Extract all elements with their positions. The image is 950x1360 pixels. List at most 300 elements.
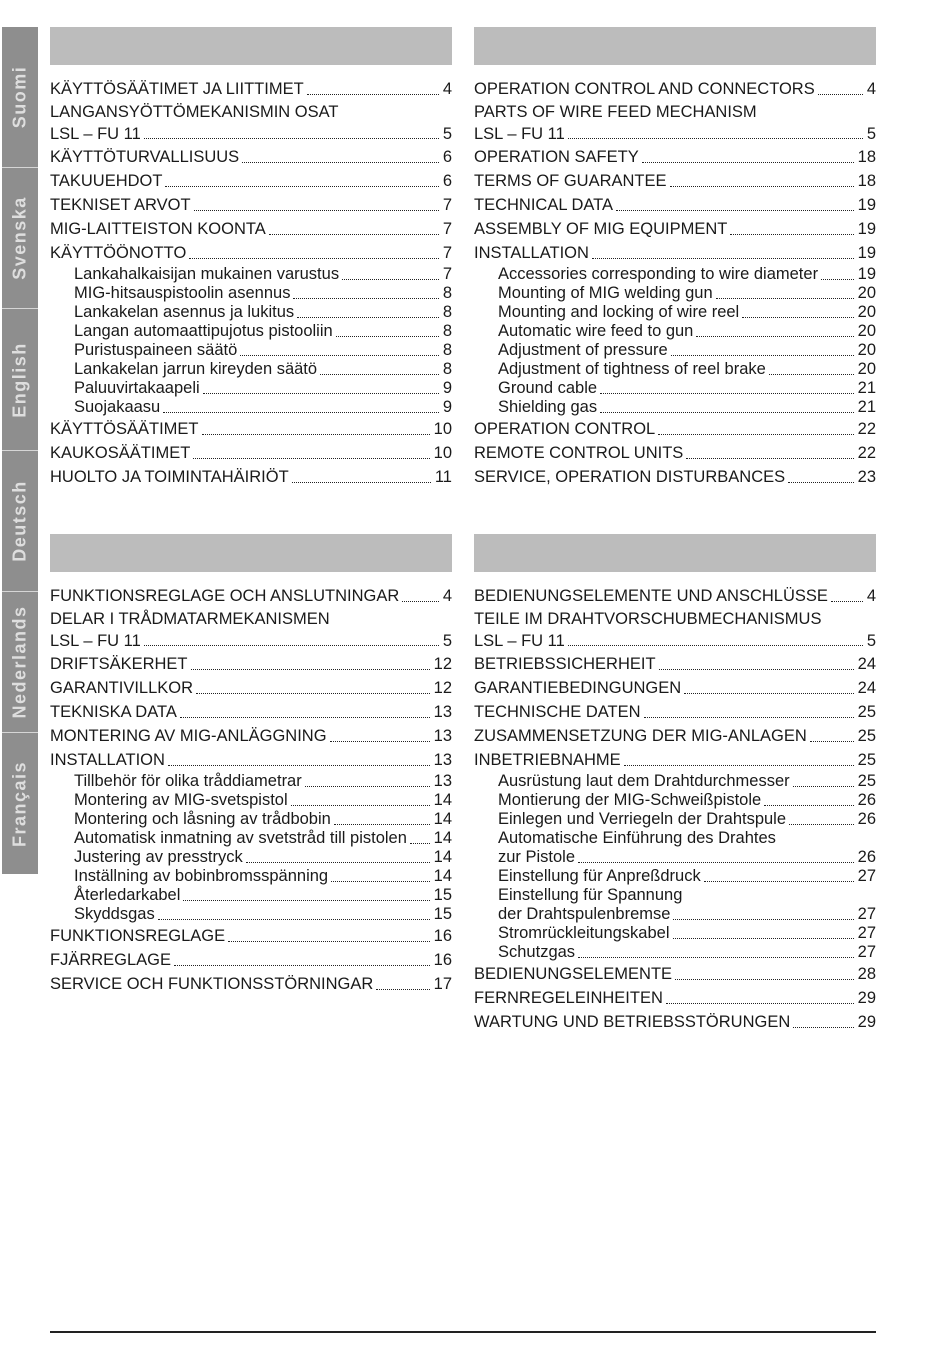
toc-subentry[interactable] [50,284,452,303]
language-tab-label: English [9,341,30,418]
toc-page-number: 8 [442,341,452,359]
leader-dots [203,393,439,394]
toc-entry[interactable] [50,924,452,948]
toc-entry-title-continued: LSL – FU 11 [474,125,565,143]
toc-entry[interactable] [474,700,876,724]
language-tab-label: Deutsch [9,480,30,562]
toc-entry-title: Einstellung für Anpreßdruck [498,867,701,885]
toc-subentry[interactable] [474,943,876,962]
toc-entry[interactable] [50,972,452,996]
leader-dots [578,957,854,958]
toc-list [50,77,452,489]
toc-entry-title: HUOLTO JA TOIMINTAHÄIRIÖT [50,468,289,486]
toc-entry[interactable] [474,652,876,676]
panel-header [50,534,452,572]
toc-entry[interactable] [474,676,876,700]
toc-panel-german [474,534,876,1034]
toc-page-number: 13 [433,703,452,721]
toc-entry-title: Lankakelan jarrun kireyden säätö [74,360,318,378]
toc-page-number: 11 [434,468,452,486]
language-tab-svenska[interactable] [2,168,38,309]
toc-entry[interactable] [50,169,452,193]
leader-dots [320,374,439,375]
leader-dots [568,645,863,646]
toc-entry-title: GARANTIEBEDINGUNGEN [474,679,682,697]
toc-page-number: 15 [433,905,452,923]
leader-dots [292,482,431,483]
toc-entry[interactable] [50,948,452,972]
toc-page-number: 28 [857,965,876,983]
toc-entry-title: Mounting of MIG welding gun [498,284,713,302]
toc-entry-title: Tillbehör för olika tråddiametrar [74,772,302,790]
leader-dots [242,162,439,163]
toc-page-number: 16 [433,951,452,969]
toc-page-number: 9 [442,379,452,397]
toc-page-number: 7 [442,265,452,283]
leader-dots [821,279,854,280]
toc-entry-title: OPERATION CONTROL AND CONNECTORS [474,80,815,98]
toc-entry-title: Einlegen und Verriegeln der Drahtspule [498,810,787,828]
toc-page-number: 8 [442,303,452,321]
toc-page-number: 4 [866,587,876,605]
toc-subentry[interactable] [50,398,452,417]
leader-dots [666,1003,854,1004]
toc-page-number: 21 [857,398,876,416]
leader-dots [183,900,429,901]
toc-entry[interactable] [50,748,452,772]
leader-dots [696,336,853,337]
toc-entry[interactable] [50,417,452,441]
leader-dots [686,458,853,459]
leader-dots [658,434,853,435]
leader-dots [336,336,439,337]
leader-dots [163,412,439,413]
toc-entry-title: GARANTIVILLKOR [50,679,194,697]
toc-entry-title: KÄYTTÖSÄÄTIMET JA LIITTIMET [50,80,304,98]
toc-entry[interactable] [474,962,876,986]
leader-dots [376,989,429,990]
toc-subentry[interactable] [474,360,876,379]
toc-entry[interactable] [474,584,876,608]
toc-entry-title: REMOTE CONTROL UNITS [474,444,684,462]
leader-dots [810,741,854,742]
toc-entry[interactable] [50,77,452,101]
leader-dots [671,355,854,356]
leader-dots [193,458,429,459]
toc-entry[interactable] [474,193,876,217]
leader-dots [202,434,430,435]
toc-subentry[interactable] [50,360,452,379]
toc-entry-title: INSTALLATION [50,751,165,769]
language-tab-label: Suomi [9,65,30,129]
leader-dots [402,601,439,602]
toc-entry-title: INBETRIEBNAHME [474,751,621,769]
language-tab-deutsch[interactable] [2,451,38,592]
toc-entry-title: FERNREGELEINHEITEN [474,989,663,1007]
language-tab-label: Français [9,760,30,847]
toc-page-number: 14 [433,848,452,866]
toc-page-number: 13 [433,727,452,745]
toc-entry-title: OPERATION SAFETY [474,148,639,166]
toc-entry-title: FJÄRREGLAGE [50,951,172,969]
toc-entry-title: TEKNISET ARVOT [50,196,191,214]
leader-dots [305,786,430,787]
toc-entry-title: Einstellung für Spannung [498,886,683,904]
toc-entry[interactable] [474,748,876,772]
language-tab-label: Nederlands [9,605,30,719]
language-tab-label: Svenska [9,196,30,280]
leader-dots [675,979,854,980]
toc-page-number: 4 [866,80,876,98]
toc-page-number: 26 [857,810,876,828]
toc-entry-title-continued: LSL – FU 11 [50,125,141,143]
toc-subentry[interactable] [50,905,452,924]
toc-subentry[interactable] [474,867,876,886]
panel-header [474,27,876,65]
toc-subentry[interactable] [50,341,452,360]
toc-page-number: 14 [433,829,452,847]
leader-dots [831,601,863,602]
toc-page-number: 22 [857,444,876,462]
leader-dots [180,717,430,718]
leader-dots [291,805,430,806]
leader-dots [228,941,430,942]
toc-entry-title: BETRIEBSSICHERHEIT [474,655,656,673]
toc-page-number: 27 [857,905,876,923]
toc-page-number: 23 [857,468,876,486]
toc-entry[interactable] [474,101,876,145]
toc-entry[interactable] [474,77,876,101]
toc-entry-title: Automatic wire feed to gun [498,322,694,340]
toc-entry-title: Skyddsgas [74,905,155,923]
leader-dots [742,317,853,318]
toc-entry[interactable] [50,441,452,465]
toc-entry[interactable] [50,465,452,489]
leader-dots [246,862,430,863]
toc-subentry[interactable] [50,303,452,322]
toc-page-number: 19 [857,244,876,262]
toc-subentry[interactable] [474,772,876,791]
toc-subentry[interactable] [474,379,876,398]
toc-page-number: 16 [433,927,452,945]
leader-dots [330,741,430,742]
toc-entry-title: Langan automaattipujotus pistooliin [74,322,333,340]
leader-dots [600,393,854,394]
leader-dots [716,298,854,299]
toc-entry-title: SERVICE, OPERATION DISTURBANCES [474,468,786,486]
leader-dots [334,824,430,825]
toc-subentry[interactable] [50,322,452,341]
toc-entry-title: Automatische Einführung des Drahtes [498,829,776,847]
toc-subentry[interactable] [474,829,876,867]
toc-subentry[interactable] [474,886,876,924]
toc-page-number: 14 [433,791,452,809]
toc-entry-title: Adjustment of tightness of reel brake [498,360,766,378]
toc-page-number: 20 [857,322,876,340]
toc-page-number: 8 [442,284,452,302]
toc-entry-title: SERVICE OCH FUNKTIONSSTÖRNINGAR [50,975,374,993]
toc-entry-title: Mounting and locking of wire reel [498,303,740,321]
toc-page-number: 14 [433,810,452,828]
toc-entry[interactable] [474,241,876,265]
toc-entry-title: Suojakaasu [74,398,161,416]
toc-page-number: 13 [433,751,452,769]
toc-subentry[interactable] [474,791,876,810]
toc-page-number: 20 [857,284,876,302]
toc-subentry[interactable] [50,867,452,886]
toc-subentry[interactable] [474,322,876,341]
leader-dots [673,938,854,939]
toc-subentry[interactable] [50,810,452,829]
leader-dots [789,824,854,825]
toc-entry-title: ZUSAMMENSETZUNG DER MIG-ANLAGEN [474,727,807,745]
toc-page-number: 5 [866,632,876,650]
toc-page-number: 7 [442,220,452,238]
toc-subentry[interactable] [50,379,452,398]
language-tab-francais[interactable] [2,733,38,874]
toc-entry-title-continued: der Drahtspulenbremse [498,905,671,923]
toc-page-number: 7 [442,244,452,262]
toc-page-number: 25 [857,727,876,745]
toc-page-number: 29 [857,989,876,1007]
toc-page-number: 4 [442,80,452,98]
toc-panel-swedish [50,534,452,996]
leader-dots [158,919,430,920]
toc-page-number: 20 [857,341,876,359]
toc-entry-title: Automatisk inmatning av svetstråd till pistolen [74,829,407,847]
toc-entry-title: WARTUNG UND BETRIEBSSTÖRUNGEN [474,1013,791,1031]
toc-panel-finnish [50,27,452,489]
leader-dots [144,138,439,139]
toc-entry-title: Puristuspaineen säätö [74,341,238,359]
toc-entry-title: TECHNISCHE DATEN [474,703,641,721]
leader-dots [293,298,438,299]
toc-entry[interactable] [474,441,876,465]
toc-entry[interactable] [50,101,452,145]
leader-dots [818,94,863,95]
language-tab-english[interactable] [2,309,38,451]
toc-entry-title: Lankakelan asennus ja lukitus [74,303,295,321]
toc-entry[interactable] [50,217,452,241]
toc-subentry[interactable] [50,791,452,810]
leader-dots [592,258,854,259]
leader-dots [342,279,439,280]
toc-page-number: 8 [442,322,452,340]
toc-entry[interactable] [474,724,876,748]
leader-dots [730,234,853,235]
toc-entry[interactable] [50,145,452,169]
toc-page-number: 27 [857,943,876,961]
toc-page-number: 5 [442,632,452,650]
leader-dots [191,669,430,670]
toc-entry-title-continued: zur Pistole [498,848,576,866]
toc-entry-title: Paluuvirtakaapeli [74,379,200,397]
toc-entry-title: Lankahalkaisijan mukainen varustus [74,265,340,283]
toc-page-number: 7 [442,196,452,214]
toc-page-number: 27 [857,924,876,942]
toc-page-number: 22 [857,420,876,438]
toc-entry-title: MONTERING AV MIG-ANLÄGGNING [50,727,327,745]
toc-entry[interactable] [474,145,876,169]
toc-page-number: 19 [857,196,876,214]
toc-entry[interactable] [474,465,876,489]
panel-header [474,534,876,572]
toc-entry-title: Ground cable [498,379,598,397]
toc-entry-title: Stromrückleitungskabel [498,924,670,942]
toc-entry-title: Justering av presstryck [74,848,243,866]
panel-header [50,27,452,65]
toc-page-number: 19 [857,220,876,238]
toc-entry[interactable] [474,986,876,1010]
leader-dots [670,186,854,187]
leader-dots [684,693,853,694]
toc-entry-title: Montierung der MIG-Schweißpistole [498,791,762,809]
toc-entry[interactable] [474,417,876,441]
toc-page-number: 25 [857,751,876,769]
leader-dots [578,862,854,863]
toc-entry-title: TAKUUEHDOT [50,172,163,190]
toc-list [50,584,452,996]
toc-page-number: 18 [857,172,876,190]
toc-subentry[interactable] [474,924,876,943]
toc-entry-title: FUNKTIONSREGLAGE OCH ANSLUTNINGAR [50,587,400,605]
toc-entry-title: Ausrüstung laut dem Drahtdurchmesser [498,772,790,790]
footer-rule [50,1331,876,1333]
leader-dots [196,693,430,694]
toc-page-number: 26 [857,791,876,809]
toc-subentry[interactable] [50,829,452,848]
toc-entry[interactable] [50,676,452,700]
toc-entry-title: TEILE IM DRAHTVORSCHUBMECHANISMUS [474,610,822,628]
toc-entry-title: Shielding gas [498,398,598,416]
toc-page-number: 12 [433,655,452,673]
toc-entry[interactable] [50,584,452,608]
toc-entry[interactable] [474,608,876,652]
toc-entry-title: FUNKTIONSREGLAGE [50,927,226,945]
toc-page-number: 5 [866,125,876,143]
toc-entry-title: TERMS OF GUARANTEE [474,172,667,190]
toc-page-number: 6 [442,172,452,190]
toc-page-number: 24 [857,679,876,697]
toc-subentry[interactable] [474,341,876,360]
language-tab-nederlands[interactable] [2,592,38,733]
leader-dots [600,412,854,413]
leader-dots [616,210,854,211]
toc-entry-title: Montering och låsning av trådbobin [74,810,331,828]
language-tab-suomi[interactable] [2,27,38,168]
toc-page-number: 13 [433,772,452,790]
toc-page-number: 20 [857,360,876,378]
leader-dots [168,765,430,766]
toc-entry-title: DRIFTSÄKERHET [50,655,188,673]
leader-dots [307,94,439,95]
toc-entry-title: TEKNISKA DATA [50,703,177,721]
toc-entry[interactable] [50,700,452,724]
leader-dots [793,786,854,787]
toc-subentry[interactable] [474,398,876,417]
language-tab-strip [2,27,38,874]
toc-entry-title: Accessories corresponding to wire diameter [498,265,819,283]
toc-entry-title: Inställning av bobinbromsspänning [74,867,329,885]
leader-dots [194,210,439,211]
toc-entry-title: MIG-hitsauspistoolin asennus [74,284,291,302]
toc-entry-title-continued: LSL – FU 11 [474,632,565,650]
toc-entry-title: MIG-LAITTEISTON KOONTA [50,220,266,238]
toc-page-number: 29 [857,1013,876,1031]
leader-dots [642,162,854,163]
leader-dots [297,317,439,318]
leader-dots [174,965,430,966]
toc-entry[interactable] [474,169,876,193]
toc-entry[interactable] [50,241,452,265]
leader-dots [793,1027,853,1028]
toc-subentry[interactable] [474,303,876,322]
toc-subentry[interactable] [50,772,452,791]
toc-entry-title: LANGANSYÖTTÖMEKANISMIN OSAT [50,103,339,121]
toc-page-number: 19 [857,265,876,283]
toc-entry-title: OPERATION CONTROL [474,420,656,438]
toc-entry[interactable] [50,724,452,748]
leader-dots [769,374,854,375]
toc-subentry[interactable] [50,265,452,284]
toc-entry-title-continued: LSL – FU 11 [50,632,141,650]
toc-entry[interactable] [50,608,452,652]
leader-dots [764,805,853,806]
toc-page-number: 10 [433,444,452,462]
toc-subentry[interactable] [474,810,876,829]
leader-dots [673,919,853,920]
toc-page-number: 21 [857,379,876,397]
toc-entry-title: Adjustment of pressure [498,341,668,359]
toc-subentry[interactable] [50,886,452,905]
leader-dots [410,843,430,844]
toc-entry[interactable] [474,1010,876,1034]
toc-entry-title: KÄYTTÖÖNOTTO [50,244,187,262]
toc-entry-title: DELAR I TRÅDMATARMEKANISMEN [50,610,330,628]
toc-entry-title: BEDIENUNGSELEMENTE [474,965,673,983]
toc-page-number: 27 [857,867,876,885]
toc-page-number: 20 [857,303,876,321]
toc-subentry[interactable] [50,848,452,867]
toc-page-number: 4 [442,587,452,605]
toc-entry-title: KAUKOSÄÄTIMET [50,444,191,462]
toc-page-number: 8 [442,360,452,378]
toc-entry[interactable] [50,652,452,676]
leader-dots [659,669,854,670]
leader-dots [144,645,439,646]
toc-subentry[interactable] [474,265,876,284]
toc-page-number: 17 [433,975,452,993]
toc-entry-title: KÄYTTÖSÄÄTIMET [50,420,199,438]
toc-entry[interactable] [474,217,876,241]
toc-entry-title: PARTS OF WIRE FEED MECHANISM [474,103,757,121]
leader-dots [189,258,439,259]
leader-dots [240,355,439,356]
leader-dots [269,234,439,235]
toc-list [474,584,876,1034]
toc-entry-title: TECHNICAL DATA [474,196,614,214]
toc-page-number: 25 [857,772,876,790]
toc-page-number: 25 [857,703,876,721]
leader-dots [165,186,438,187]
toc-page-number: 10 [433,420,452,438]
leader-dots [704,881,854,882]
toc-entry-title: Montering av MIG-svetspistol [74,791,288,809]
toc-entry[interactable] [50,193,452,217]
toc-subentry[interactable] [474,284,876,303]
leader-dots [568,138,863,139]
toc-entry-title: INSTALLATION [474,244,589,262]
